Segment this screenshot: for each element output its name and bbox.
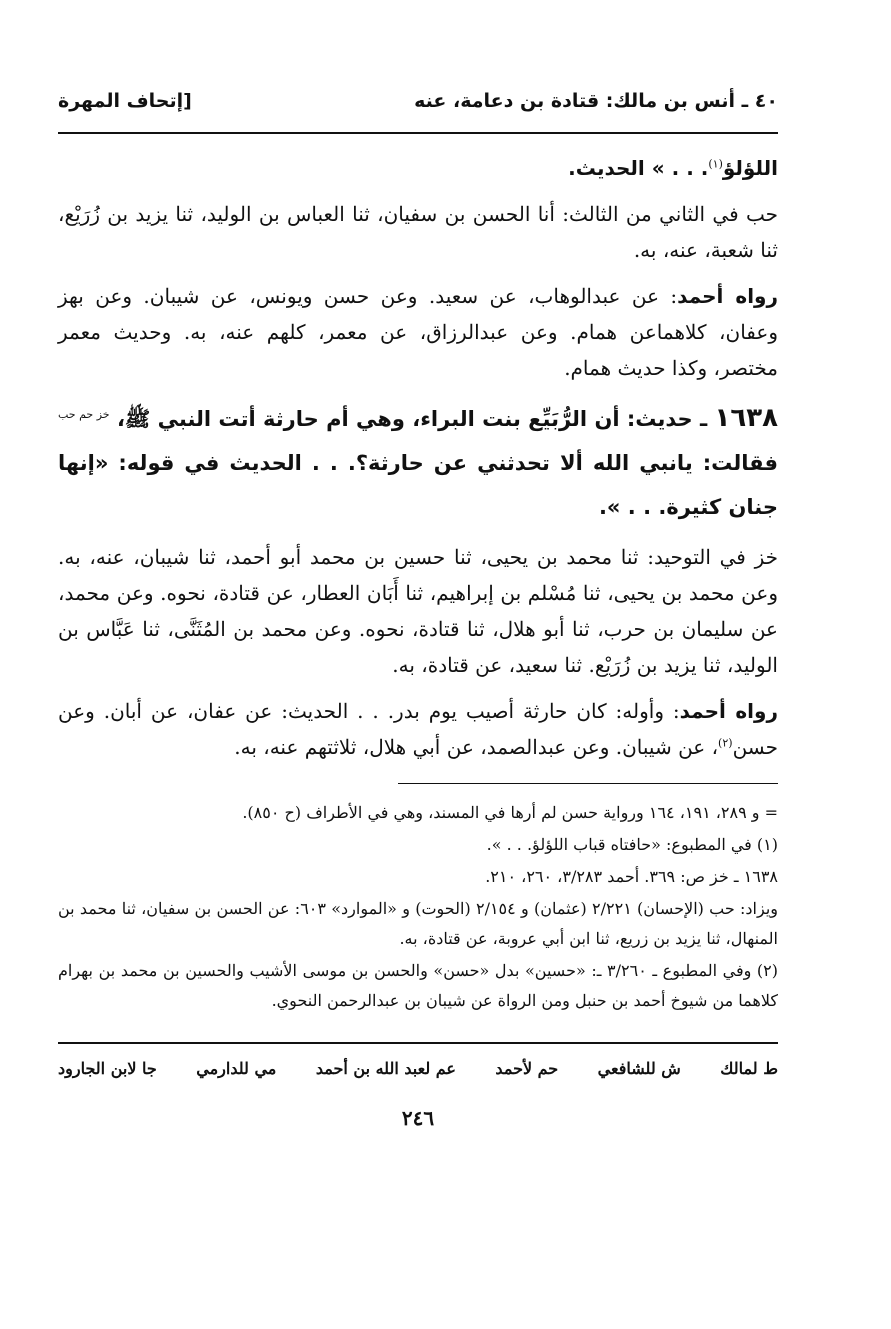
abbreviation-item: ش للشافعي [597, 1059, 681, 1078]
abbreviation-item: حم لأحمد [495, 1059, 559, 1078]
abbreviation-item: مي للدارمي [196, 1059, 277, 1078]
footnote-rule [398, 783, 778, 784]
page-number: ٢٤٦ [401, 1106, 435, 1130]
lead-word: اللؤلؤ [722, 156, 778, 180]
header-rule [58, 132, 778, 134]
footnote-ref-2: (٢) [718, 736, 733, 750]
paragraph-6-text-2: ، عن شيبان. وعن عبدالصمد، عن أبي هلال، ثلاثتهم عنه، به. [234, 735, 719, 759]
abbreviations-rule [58, 1042, 778, 1044]
hadith-entry [58, 396, 778, 529]
main-text [58, 150, 778, 765]
footnote-line: = و ٢٨٩، ١٩١، ١٦٤ ورواية حسن لم أرها في المسند، وهي في الأطراف (ح ٨٥٠). [242, 803, 778, 822]
abbreviations-key [58, 1054, 778, 1084]
paragraph-2: حب في الثاني من الثالث: أنا الحسن بن سفيان، ثنا العباس بن الوليد، ثنا يزيد بن زُرَيْع، ثنا شعبة، عنه، به. [58, 202, 778, 262]
running-header [58, 80, 778, 132]
footnote-line: (٢) وفي المطبوع ـ ٣/٢٦٠ ـ: «حسين» بدل «حسن» والحسن بن موسى الأشيب والحسين بن محمد بن بهرام كلاهما من شيوخ أحمد بن حنبل ومن الرواة عن شيبان بن عبدالرحمن النحوي. [58, 961, 779, 1010]
footnote-ref-1: (١) [708, 157, 723, 171]
footnote-line: ويزاد: حب (الإحسان) ٢/٢٢١ (عثمان) و ٢/١٥٤ (الحوت) و «الموارد» ٦٠٣: عن الحسن بن سفيان، ثنا محمد بن المنهال، ثنا يزيد بن زريع، ثنا ابن أبي عروبة، عن قتادة، به. [58, 899, 779, 948]
abbreviation-item: عم لعبد الله بن أحمد [315, 1059, 456, 1078]
riwayah-lead-2: رواه أحمد [679, 699, 778, 723]
paragraph-6 [58, 693, 778, 765]
footnote-line: (١) في المطبوع: «حافتاه قباب اللؤلؤ. . . ». [486, 835, 778, 854]
paragraph-3 [58, 278, 778, 386]
footnote-line: ١٦٣٨ ـ خز ص: ٣٦٩. أحمد ٣/٢٨٣، ٢٦٠، ٢١٠. [485, 867, 778, 886]
abbreviation-item: جا لابن الجارود [58, 1059, 157, 1078]
paragraph-3-text: : عن عبدالوهاب، عن سعيد. وعن حسن ويونس، عن شيبان. وعن بهز وعفان، كلاهماعن همام. وعن عبدالرزاق، عن معمر، كلهم عنه، به. وحديث معمر مختصر، وكذا حديث همام. [58, 284, 778, 380]
hadith-text-2: فقالت: يانبي الله ألا تحدثني عن حارثة؟. . . الحديث في قوله: «إنها جنان كثيرة. . . ». [58, 451, 778, 519]
riwayah-lead: رواه أحمد [677, 284, 778, 308]
footnotes [58, 798, 778, 1016]
abbreviation-item: ط لمالك [720, 1059, 778, 1078]
paragraph-6-text-1: : وأوله: كان حارثة أصيب يوم بدر. . . الحديث: عن عفان، عن أبان. وعن حسن [58, 699, 778, 759]
hadith-sources: خز حم حب [58, 408, 110, 421]
paragraph-1-text: . . . » الحديث. [568, 156, 709, 180]
book-page [58, 80, 778, 1130]
hadith-text-1: ـ حديث: أن الرُّبَيِّع بنت البراء، وهي أم حارثة أتت النبي ﷺ، [116, 407, 708, 431]
book-title: [إتحاف المهرة [58, 90, 192, 112]
chapter-title: ٤٠ ـ أنس بن مالك: قتادة بن دعامة، عنه [414, 90, 778, 112]
paragraph-1 [58, 150, 778, 186]
hadith-number: ١٦٣٨ [714, 403, 778, 433]
paragraph-5: خز في التوحيد: ثنا محمد بن يحيى، ثنا حسين بن محمد أبو أحمد، ثنا شيبان، عنه، به. وعن محمد بن يحيى، ثنا مُسْلم بن إبراهيم، ثنا أَبَان العطار، عن قتادة، نحوه. وعن محمد، عن سليمان بن حرب، ثنا أبو هلال، ثنا قتادة، نحوه. وعن محمد بن المُثَنَّى، ثنا عَبَّاس بن الوليد، ثنا يزيد بن زُرَيْع. ثنا سعيد، عن قتادة، به. [58, 545, 778, 677]
